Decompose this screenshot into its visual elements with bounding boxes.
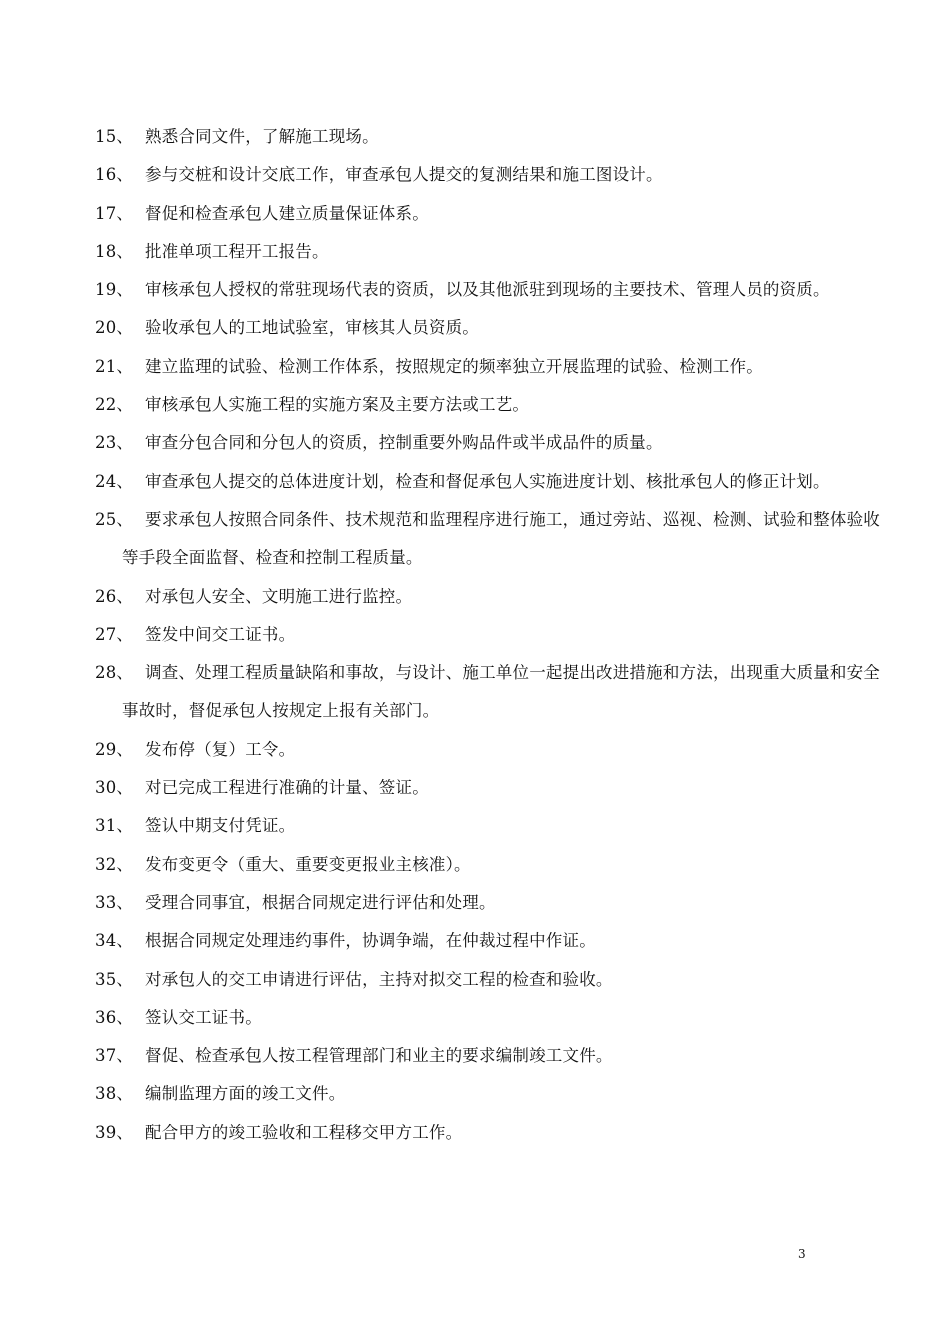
list-item <box>95 156 880 194</box>
list-item <box>95 769 880 807</box>
item-number: 38、 <box>95 1084 134 1104</box>
item-number: 21、 <box>95 356 134 376</box>
item-text: 审查分包合同和分包人的资质，控制重要外购品件或半成品件的质量。 <box>145 433 663 453</box>
list-item <box>95 807 880 845</box>
item-number: 31、 <box>95 816 134 836</box>
list-item <box>95 424 880 462</box>
page-number: 3 <box>798 1247 806 1261</box>
item-text: 批准单项工程开工报告。 <box>145 241 329 261</box>
list-item <box>95 961 880 999</box>
item-number: 29、 <box>95 739 134 759</box>
duty-list <box>95 118 880 1152</box>
item-number: 37、 <box>95 1046 134 1066</box>
item-number: 28、 <box>95 663 134 683</box>
item-text: 发布变更令（重大、重要变更报业主核准）。 <box>145 854 471 874</box>
item-text: 验收承包人的工地试验室，审核其人员资质。 <box>145 318 479 338</box>
list-item <box>95 501 880 578</box>
list-item <box>95 386 880 424</box>
item-text: 签发中间交工证书。 <box>145 624 296 644</box>
item-text: 参与交桩和设计交底工作，审查承包人提交的复测结果和施工图设计。 <box>145 165 663 185</box>
item-number: 33、 <box>95 892 134 912</box>
list-item <box>95 999 880 1037</box>
item-number: 23、 <box>95 433 134 453</box>
item-text: 熟悉合同文件，了解施工现场。 <box>145 127 379 146</box>
item-text: 配合甲方的竣工验收和工程移交甲方工作。 <box>145 1122 463 1142</box>
item-text: 对承包人安全、文明施工进行监控。 <box>145 586 413 606</box>
list-item <box>95 578 880 616</box>
item-text: 受理合同事宜，根据合同规定进行评估和处理。 <box>145 892 496 912</box>
list-item <box>95 1114 880 1152</box>
item-number: 15、 <box>95 127 134 146</box>
item-text: 根据合同规定处理违约事件，协调争端，在仲裁过程中作证。 <box>145 931 596 951</box>
list-item <box>95 616 880 654</box>
list-item <box>95 846 880 884</box>
list-item <box>95 1037 880 1075</box>
item-text: 审查承包人提交的总体进度计划，检查和督促承包人实施进度计划、核批承包人的修正计划。 <box>145 471 830 491</box>
item-number: 25、 <box>95 509 134 529</box>
item-text: 对承包人的交工申请进行评估，主持对拟交工程的检查和验收。 <box>145 969 613 989</box>
item-text: 督促和检查承包人建立质量保证体系。 <box>145 203 429 223</box>
item-number: 26、 <box>95 586 134 606</box>
list-item <box>95 271 880 309</box>
item-number: 32、 <box>95 854 134 874</box>
item-number: 39、 <box>95 1122 134 1142</box>
item-text: 发布停（复）工令。 <box>145 739 296 759</box>
item-text: 调查、处理工程质量缺陷和事故，与设计、施工单位一起提出改进措施和方法，出现重大质量和安全事故时，督促承包人按规定上报有关部门。 <box>122 663 880 721</box>
list-item <box>95 233 880 271</box>
item-text: 督促、检查承包人按工程管理部门和业主的要求编制竣工文件。 <box>145 1046 613 1066</box>
item-number: 17、 <box>95 203 134 223</box>
list-item <box>95 309 880 347</box>
item-text: 建立监理的试验、检测工作体系，按照规定的频率独立开展监理的试验、检测工作。 <box>145 356 763 376</box>
item-text: 签认中期支付凭证。 <box>145 816 296 836</box>
list-item <box>95 884 880 922</box>
list-item <box>95 922 880 960</box>
item-text: 签认交工证书。 <box>145 1007 262 1027</box>
list-item <box>95 118 880 156</box>
item-text: 对已完成工程进行准确的计量、签证。 <box>145 778 429 798</box>
item-text: 要求承包人按照合同条件、技术规范和监理程序进行施工，通过旁站、巡视、检测、试验和整体验收等手段全面监督、检查和控制工程质量。 <box>122 509 880 568</box>
item-number: 27、 <box>95 624 134 644</box>
list-item <box>95 195 880 233</box>
item-number: 36、 <box>95 1007 134 1027</box>
item-number: 19、 <box>95 280 134 300</box>
list-item <box>95 463 880 501</box>
item-number: 16、 <box>95 165 134 185</box>
item-number: 20、 <box>95 318 134 338</box>
item-number: 34、 <box>95 931 134 951</box>
item-number: 30、 <box>95 778 134 798</box>
list-item <box>95 1075 880 1113</box>
list-item <box>95 654 880 731</box>
item-text: 编制监理方面的竣工文件。 <box>145 1084 346 1104</box>
list-item <box>95 731 880 769</box>
item-number: 22、 <box>95 395 134 415</box>
item-text: 审核承包人授权的常驻现场代表的资质，以及其他派驻到现场的主要技术、管理人员的资质。 <box>145 280 830 300</box>
item-number: 24、 <box>95 471 134 491</box>
item-text: 审核承包人实施工程的实施方案及主要方法或工艺。 <box>145 395 530 415</box>
item-number: 35、 <box>95 969 134 989</box>
item-number: 18、 <box>95 241 134 261</box>
list-item <box>95 348 880 386</box>
